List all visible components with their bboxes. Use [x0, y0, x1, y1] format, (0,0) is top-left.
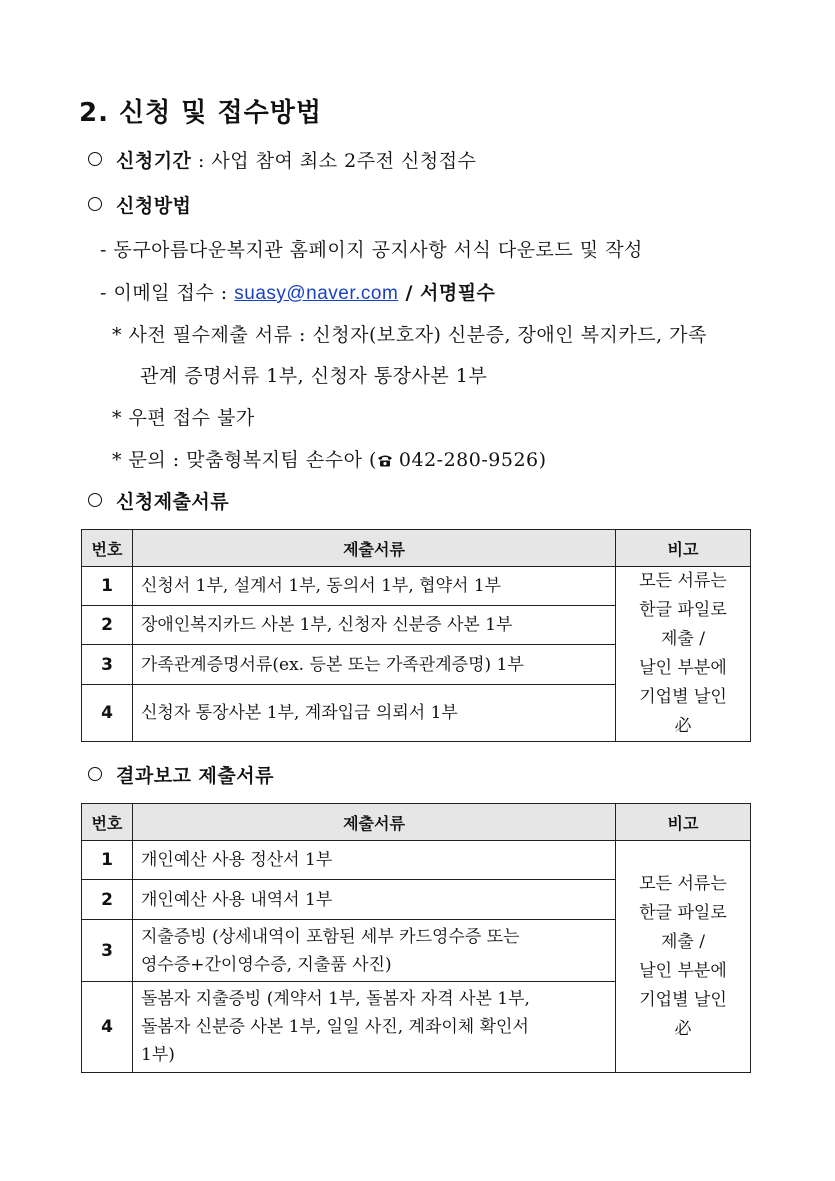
circle-bullet-icon: [88, 767, 102, 781]
row-description: 신청서 1부, 설계서 1부, 동의서 1부, 협약서 1부: [133, 567, 616, 606]
table-header-row: [82, 804, 751, 841]
period-text: : 사업 참여 최소 2주전 신청접수: [191, 150, 477, 172]
remarks-line: 모든 서류는: [639, 571, 727, 591]
remarks-line: 제출 /: [661, 629, 705, 649]
row-number: 4: [82, 685, 133, 742]
contact-phone: 042-280-9526): [398, 449, 547, 471]
row-number: 2: [82, 606, 133, 645]
remarks-line: 한글 파일로: [639, 600, 727, 620]
apply-docs-label: 신청제출서류: [116, 491, 230, 513]
contact-note: [112, 445, 547, 472]
row-number: 4: [82, 982, 133, 1073]
remarks-cell: [616, 567, 751, 742]
description-line: 1부): [141, 1045, 175, 1065]
header-remarks: 비고: [616, 804, 751, 841]
period-label: 신청기간: [116, 150, 192, 172]
description-line: 개인예산 사용 정산서 1부: [141, 850, 333, 870]
email-prefix: - 이메일 접수 :: [100, 282, 235, 304]
remarks-line: 기업별 날인: [639, 989, 727, 1010]
method-label: 신청방법: [116, 195, 192, 217]
description-line: 영수증+간이영수증, 지출품 사진): [141, 954, 392, 975]
remarks-line: 날인 부분에: [639, 960, 727, 981]
circle-bullet-icon: [88, 197, 102, 211]
remarks-line: 必: [674, 716, 692, 736]
header-documents: 제출서류: [133, 530, 616, 567]
remarks-line: 한글 파일로: [639, 902, 727, 923]
row-description: [133, 982, 616, 1073]
description-line: 돌봄자 지출증빙 (계약서 1부, 돌봄자 자격 사본 1부,: [141, 989, 530, 1009]
report-docs-table: [81, 803, 751, 1073]
row-number: 3: [82, 920, 133, 982]
contact-prefix: * 문의 : 맞춤형복지팀 손수아 (: [112, 449, 377, 471]
phone-icon: [377, 454, 393, 467]
signature-required: / 서명필수: [398, 282, 496, 304]
apply-docs-heading: [88, 487, 229, 514]
email-link[interactable]: suasy@naver.com: [234, 283, 399, 304]
header-number: 번호: [82, 530, 133, 567]
row-description: [133, 841, 616, 880]
mail-note: * 우편 접수 불가: [112, 407, 255, 429]
report-docs-label: 결과보고 제출서류: [116, 765, 274, 787]
period-line: [88, 146, 476, 173]
row-number: 1: [82, 841, 133, 880]
report-docs-heading: [88, 761, 274, 788]
remarks-line: 必: [674, 1018, 692, 1039]
remarks-line: 날인 부분에: [639, 658, 727, 678]
header-remarks: 비고: [616, 530, 751, 567]
method-line-2: [100, 278, 495, 305]
table-row: [82, 841, 751, 880]
apply-docs-table: [81, 529, 751, 742]
row-description: 신청자 통장사본 1부, 계좌입금 의뢰서 1부: [133, 685, 616, 742]
row-description: [133, 920, 616, 982]
row-description: [133, 880, 616, 920]
required-docs-note-2: 관계 증명서류 1부, 신청자 통장사본 1부: [140, 365, 488, 387]
row-description: 장애인복지카드 사본 1부, 신청자 신분증 사본 1부: [133, 606, 616, 645]
row-number: 2: [82, 880, 133, 920]
row-number: 3: [82, 645, 133, 685]
section-title: 2. 신청 및 접수방법: [79, 98, 322, 128]
row-description: 가족관계증명서류(ex. 등본 또는 가족관계증명) 1부: [133, 645, 616, 685]
remarks-line: 모든 서류는: [639, 873, 727, 894]
table-row: [82, 567, 751, 606]
description-line: 지출증빙 (상세내역이 포함된 세부 카드영수증 또는: [141, 926, 520, 947]
table-header-row: [82, 530, 751, 567]
description-line: 돌봄자 신분증 사본 1부, 일일 사진, 계좌이체 확인서: [141, 1017, 529, 1037]
required-docs-note-1: * 사전 필수제출 서류 : 신청자(보호자) 신분증, 장애인 복지카드, 가족: [112, 324, 707, 346]
method-heading: [88, 191, 191, 218]
remarks-line: 제출 /: [661, 931, 705, 952]
method-line-1: - 동구아름다운복지관 홈페이지 공지사항 서식 다운로드 및 작성: [100, 239, 643, 261]
header-documents: 제출서류: [133, 804, 616, 841]
circle-bullet-icon: [88, 493, 102, 507]
remarks-cell: [616, 841, 751, 1073]
header-number: 번호: [82, 804, 133, 841]
description-line: 개인예산 사용 내역서 1부: [141, 889, 333, 910]
row-number: 1: [82, 567, 133, 606]
remarks-line: 기업별 날인: [639, 687, 727, 707]
circle-bullet-icon: [88, 152, 102, 166]
